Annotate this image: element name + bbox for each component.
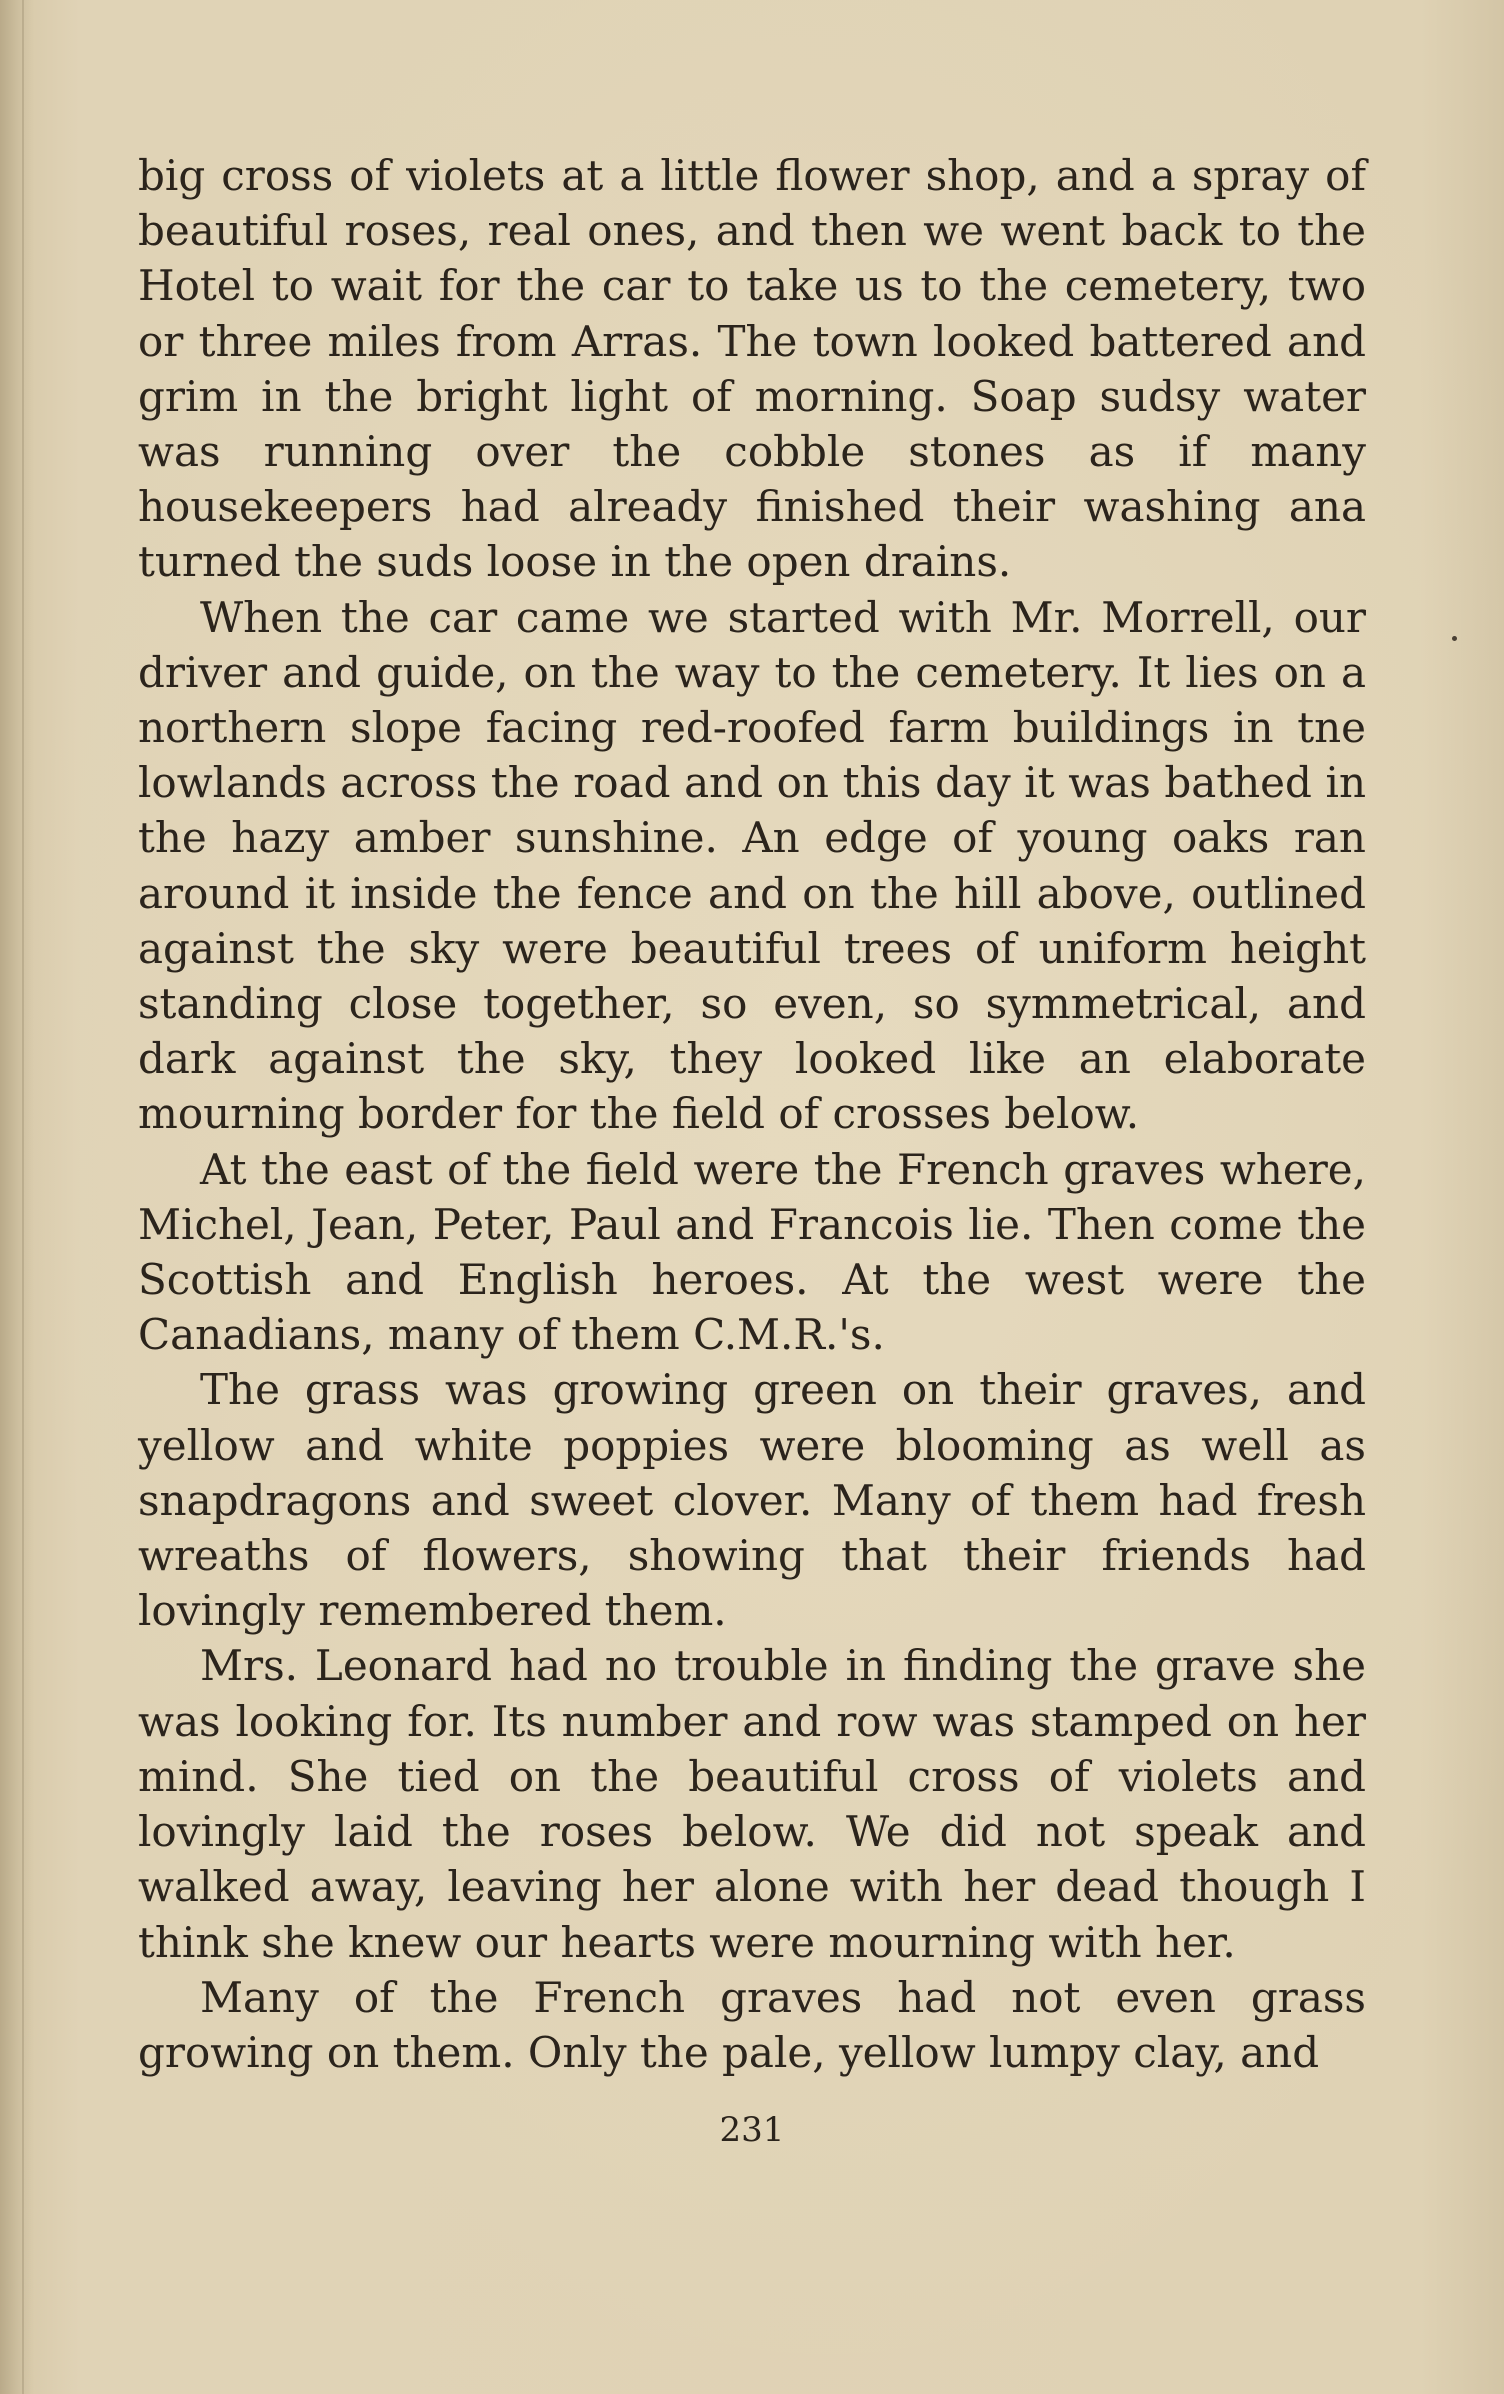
paper-speck (1452, 636, 1457, 641)
paragraph-3: At the east of the field were the French graves where, Michel, Jean, Peter, Paul and Francois lie. Then come the Scottish and English heroes. At the west were the Canadians, many of them C.M.R.'s. (138, 1144, 1366, 1360)
page-number: 231 (719, 2110, 785, 2150)
paragraph-1: big cross of violets at a little flower shop, and a spray of beautiful roses, real ones, and then we went back to the Hotel to wait for the car to take us to the cemetery, two or three miles from Arras. The town looked battered and grim in the bright light of morning. Soap sudsy water was running over the cobble stones as if many housekeepers had already finished their washing ana turned the suds loose in the open drains. (138, 151, 1366, 587)
paragraph-4: The grass was growing green on their graves, and yellow and white poppies were blooming as well as snapdragons and sweet clover. Many of them had fresh wreaths of flowers, showing that their friends had lovingly remembered them. (138, 1365, 1366, 1636)
paragraph-2: When the car came we started with Mr. Morrell, our driver and guide, on the way to the cemetery. It lies on a northern slope facing red-roofed farm buildings in tne lowlands across the road and on this day it was bathed in the hazy amber sunshine. An edge of young oaks ran around it inside the fence and on the hill above, outlined against the sky were beautiful trees of uniform height standing close together, so even, so symmetrical, and dark against the sky, they looked like an elaborate mourning border for the field of crosses below. (138, 592, 1366, 1139)
paragraph-6: Many of the French graves had not even grass growing on them. Only the pale, yellow lumpy clay, and (138, 1972, 1366, 2077)
paragraph-5: Mrs. Leonard had no trouble in finding the grave she was looking for. Its number and row was stamped on her mind. She tied on the beautiful cross of violets and lovingly laid the roses below. We did not speak and walked away, leaving her alone with her dead though I think she knew our hearts were mourning with her. (138, 1641, 1366, 1967)
binding-gutter (0, 0, 34, 2394)
body-text (138, 148, 1366, 2080)
gutter-fold-line (22, 0, 24, 2394)
